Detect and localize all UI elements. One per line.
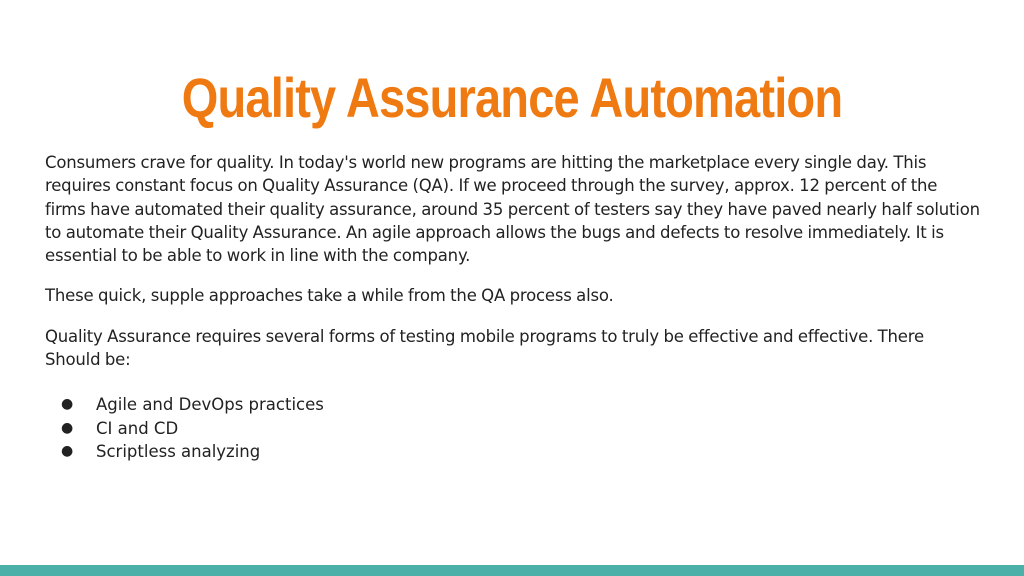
list-item	[45, 440, 980, 463]
footer-accent-bar	[0, 565, 1024, 576]
paragraph-testing-forms: Quality Assurance requires several forms of testing mobile programs to truly be effective and effective. There Should be:	[45, 326, 924, 370]
slide-body	[45, 151, 980, 463]
bullet-icon: ●	[61, 442, 74, 459]
paragraph-intro: Consumers crave for quality. In today's world new programs are hitting the marketplace every single day. This requires constant focus on Quality Assurance (QA). If we proceed through the survey, approx. 12 percent of the firms have automated their quality assurance, around 35 percent of testers say they have paved nearly half solution to automate their Quality Assurance. An agile approach allows the bugs and defects to resolve immediately. It is essential to be able to work in line with the company.	[45, 153, 980, 266]
bullet-icon: ●	[61, 419, 74, 436]
bullet-list	[45, 393, 980, 463]
list-item	[45, 417, 980, 440]
list-item	[45, 393, 980, 416]
list-item-text: CI and CD	[96, 418, 179, 438]
bullet-icon: ●	[61, 396, 74, 413]
list-item-text: Agile and DevOps practices	[96, 395, 324, 415]
paragraph-approaches: These quick, supple approaches take a while from the QA process also.	[45, 286, 614, 306]
list-item-text: Scriptless analyzing	[96, 441, 261, 461]
slide-title: Quality Assurance Automation	[181, 66, 843, 129]
